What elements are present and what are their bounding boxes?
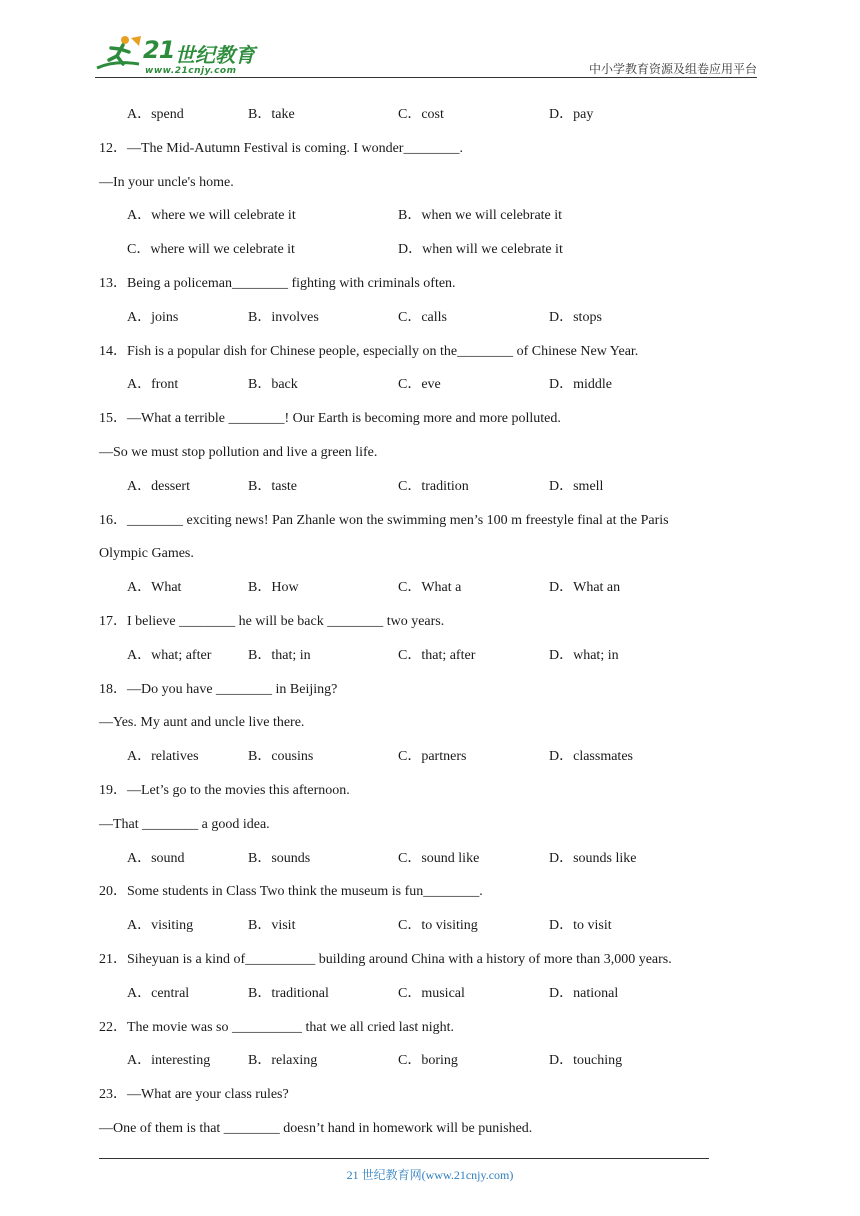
answer-option[interactable]: A．interesting xyxy=(127,1053,211,1069)
answer-option[interactable]: B．sounds xyxy=(248,850,311,866)
footer-divider xyxy=(99,1158,709,1159)
question-stem-line: 12．—The Mid-Autumn Festival is coming. I wonder________. xyxy=(99,140,463,156)
answer-option[interactable]: C．sound like xyxy=(398,850,480,866)
question-stem-line: 21．Siheyuan is a kind of__________ building around China with a history of more than 3,000 years. xyxy=(99,952,672,967)
footer-source-link[interactable]: 21 世纪教育网(www.21cnjy.com) xyxy=(346,1168,514,1182)
question-stem-line: —In your uncle's home. xyxy=(99,174,234,190)
answer-option[interactable]: C．cost xyxy=(398,107,444,122)
question-stem-line: —One of them is that ________ doesn’t hand in homework will be punished. xyxy=(99,1121,533,1136)
question-stem-line: 20．Some students in Class Two think the museum is fun________. xyxy=(99,884,483,900)
question-stem-line: 16．________ exciting news! Pan Zhanle won the swimming men’s 100 m freestyle final at the Paris xyxy=(99,512,669,528)
logo-url: www.21cnjy.com xyxy=(145,66,237,76)
answer-option[interactable]: C．where will we celebrate it xyxy=(127,242,295,258)
answer-option[interactable]: A．front xyxy=(127,377,179,393)
answer-option[interactable]: D．what; in xyxy=(549,647,619,663)
answer-option[interactable]: D．What an xyxy=(549,580,621,596)
question-stem-line: 19．—Let’s go to the movies this afternoon. xyxy=(99,783,350,798)
answer-option[interactable]: A．where we will celebrate it xyxy=(127,208,296,224)
question-stem-line: 22．The movie was so __________ that we all cried last night. xyxy=(99,1019,454,1035)
answer-option[interactable]: A．visiting xyxy=(127,918,194,934)
answer-option[interactable]: B．relaxing xyxy=(248,1053,318,1069)
site-logo[interactable] xyxy=(95,34,265,78)
question-stem-line: 18．—Do you have ________ in Beijing? xyxy=(99,681,338,697)
platform-tagline: 中小学教育资源及组卷应用平台 xyxy=(588,62,757,76)
answer-option[interactable]: A．central xyxy=(127,985,190,1001)
answer-option[interactable]: D．sounds like xyxy=(549,850,637,866)
answer-option[interactable]: A．relatives xyxy=(127,749,199,765)
answer-option[interactable]: C．partners xyxy=(398,749,467,765)
question-stem-line: —Yes. My aunt and uncle live there. xyxy=(99,715,305,731)
answer-option[interactable]: B．that; in xyxy=(248,647,311,663)
answer-option[interactable]: A．What xyxy=(127,580,182,596)
answer-option[interactable]: B．cousins xyxy=(248,749,314,765)
answer-option[interactable]: C．tradition xyxy=(398,478,469,494)
answer-option[interactable]: D．when will we celebrate it xyxy=(398,242,563,258)
answer-option[interactable]: C．musical xyxy=(398,985,465,1001)
answer-option[interactable]: C．to visiting xyxy=(398,918,478,934)
answer-option[interactable]: C．What a xyxy=(398,580,462,596)
answer-option[interactable]: C．eve xyxy=(398,377,441,393)
header-divider xyxy=(95,77,757,78)
answer-option[interactable]: A．sound xyxy=(127,850,185,866)
question-stem-line: 14．Fish is a popular dish for Chinese people, especially on the________ of Chinese New Year. xyxy=(99,343,639,359)
answer-option[interactable]: B．take xyxy=(248,107,295,122)
answer-option[interactable]: C．boring xyxy=(398,1053,458,1069)
page-header xyxy=(95,30,757,80)
answer-option[interactable]: A．spend xyxy=(127,107,184,122)
answer-option[interactable]: C．calls xyxy=(398,309,447,325)
logo-name: 世纪教育 xyxy=(175,43,255,67)
answer-option[interactable]: D．to visit xyxy=(549,918,612,934)
answer-option[interactable]: A．joins xyxy=(127,309,179,325)
question-stem-line: 17．I believe ________ he will be back ________ two years. xyxy=(99,614,445,629)
answer-option[interactable]: A．what; after xyxy=(127,647,212,663)
question-stem-line: —That ________ a good idea. xyxy=(99,816,270,832)
answer-option[interactable]: D．middle xyxy=(549,377,612,393)
answer-option[interactable]: B．visit xyxy=(248,918,296,934)
answer-option[interactable]: B．taste xyxy=(248,478,297,494)
question-stem-line: —So we must stop pollution and live a green life. xyxy=(99,445,378,460)
runner-logo-icon xyxy=(95,34,143,76)
answer-option[interactable]: B．involves xyxy=(248,309,319,325)
answer-option[interactable]: C．that; after xyxy=(398,647,476,663)
question-stem-line: 15．—What a terrible ________! Our Earth is becoming more and more polluted. xyxy=(99,411,561,427)
answer-option[interactable]: D．national xyxy=(549,985,619,1001)
answer-option[interactable]: B．when we will celebrate it xyxy=(398,208,563,224)
question-stem-line: Olympic Games. xyxy=(99,546,194,562)
answer-option[interactable]: D．classmates xyxy=(549,749,633,765)
question-stem-line: 13．Being a policeman________ fighting with criminals often. xyxy=(99,276,456,291)
answer-option[interactable]: D．touching xyxy=(549,1053,623,1069)
answer-option[interactable]: D．pay xyxy=(549,107,594,122)
answer-option[interactable]: A．dessert xyxy=(127,478,190,494)
answer-option[interactable]: B．How xyxy=(248,580,299,596)
answer-option[interactable]: D．stops xyxy=(549,309,602,325)
answer-option[interactable]: B．back xyxy=(248,377,298,393)
logo-number: 21 xyxy=(143,36,175,64)
answer-option[interactable]: B．traditional xyxy=(248,985,329,1001)
answer-option[interactable]: D．smell xyxy=(549,478,604,494)
question-stem-line: 23．—What are your class rules? xyxy=(99,1087,289,1103)
